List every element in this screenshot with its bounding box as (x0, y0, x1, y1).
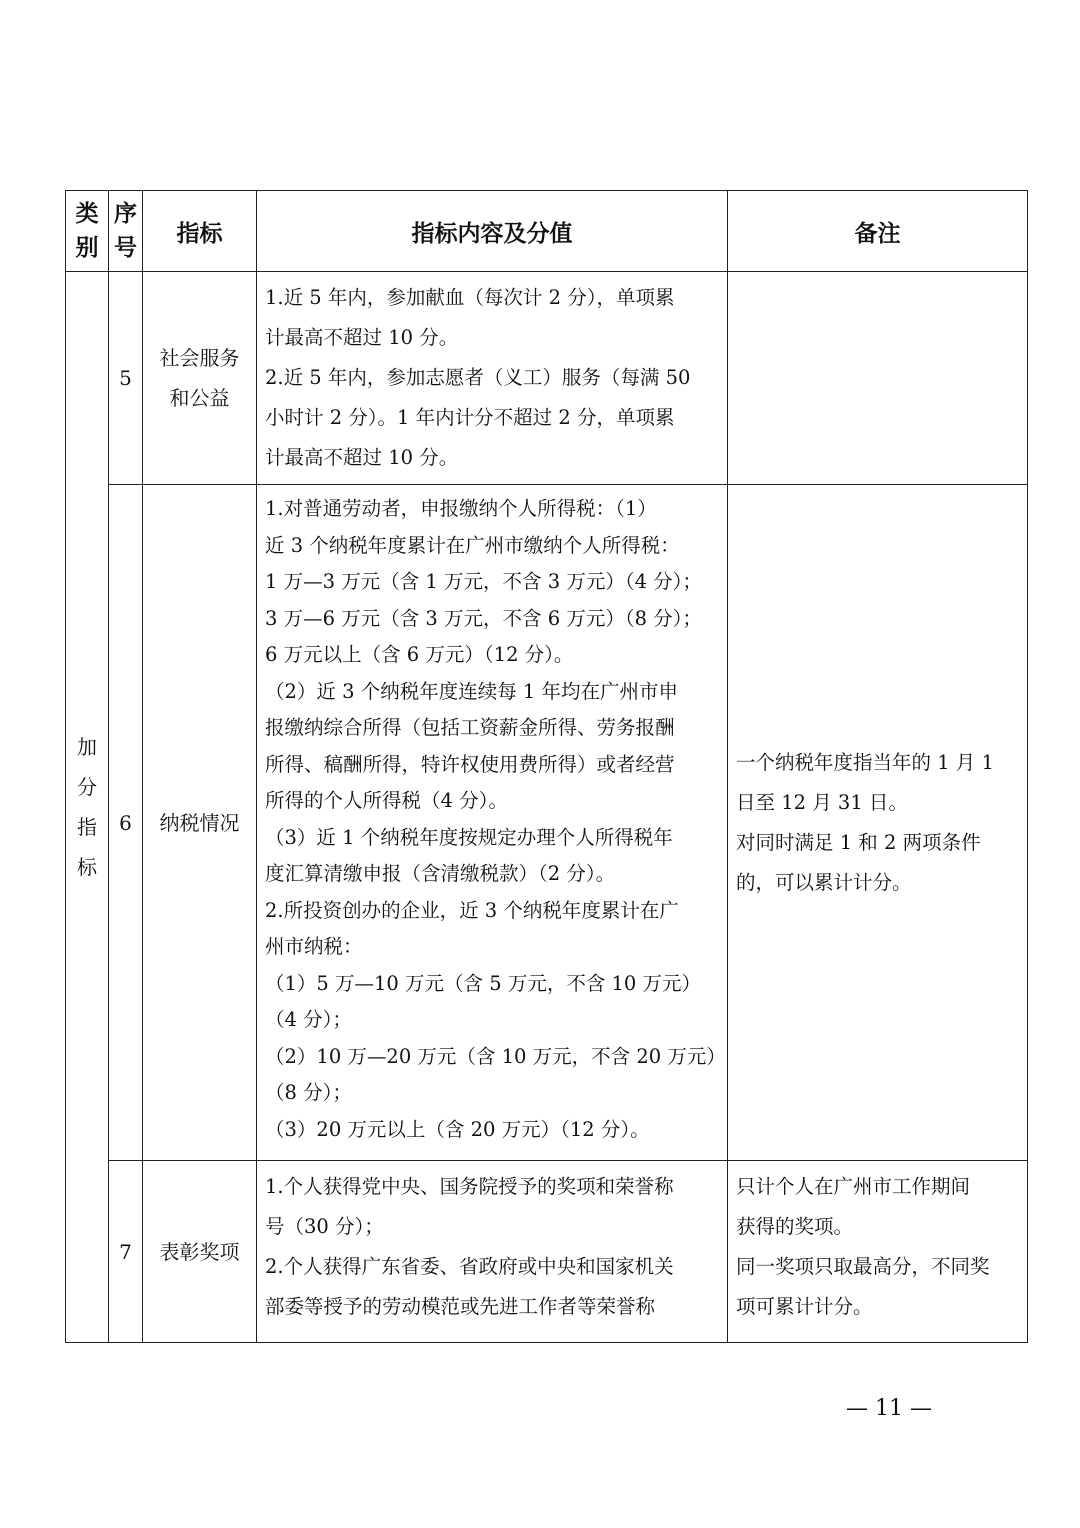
header-indicator: 指标 (143, 191, 257, 272)
table-header-row (66, 191, 1028, 272)
remark-cell (728, 272, 1028, 485)
content-cell: 1.对普通劳动者，申报缴纳个人所得税：（1） 近 3 个纳税年度累计在广州市缴纳个人所得税： 1 万—3 万元（含 1 万元，不含 3 万元）（4 分）； 3 万—6 万元（含 3 万元，不含 6 万元）（8 分）； 6 万元以上（含 6 万元）（12 分）。 （2）近 3 个纳税年度连续每 1 年均在广州市申 报缴纳综合所得（包括工资薪金所得、劳务报酬 所得、稿酬所得，特许权使用费所得）或者经营 所得的个人所得税（4 分）。 （3）近 1 个纳税年度按规定办理个人所得税年 度汇算清缴申报（含清缴税款）（2 分）。 2.所投资创办的企业，近 3 个纳税年度累计在广 州市纳税： （1）5 万—10 万元（含 5 万元，不含 10 万元） （4 分）； （2）10 万—20 万元（含 10 万元，不含 20 万元） （8 分）； （3）20 万元以上（含 20 万元）（12 分）。 (257, 485, 728, 1161)
table-row (66, 272, 1028, 485)
remark-cell: 一个纳税年度指当年的 1 月 1 日至 12 月 31 日。 对同时满足 1 和 2 两项条件 的，可以累计计分。 (728, 485, 1028, 1161)
indicator-cell: 纳税情况 (143, 485, 257, 1161)
seq-cell: 6 (109, 485, 143, 1161)
table-row (66, 485, 1028, 1161)
header-seq: 序 号 (109, 191, 143, 272)
page-number: — 11 — (846, 1396, 932, 1421)
scoring-table (65, 190, 1028, 1343)
indicator-cell: 表彰奖项 (143, 1161, 257, 1343)
indicator-cell: 社会服务 和公益 (143, 272, 257, 485)
header-content: 指标内容及分值 (257, 191, 728, 272)
content-cell: 1.个人获得党中央、国务院授予的奖项和荣誉称 号（30 分）； 2.个人获得广东省委、省政府或中央和国家机关 部委等授予的劳动模范或先进工作者等荣誉称 (257, 1161, 728, 1343)
seq-cell: 7 (109, 1161, 143, 1343)
header-category: 类 别 (66, 191, 109, 272)
header-remark: 备注 (728, 191, 1028, 272)
category-cell: 加 分 指 标 (66, 272, 109, 1343)
remark-cell: 只计个人在广州市工作期间 获得的奖项。 同一奖项只取最高分，不同奖 项可累计计分。 (728, 1161, 1028, 1343)
table-row (66, 1161, 1028, 1343)
seq-cell: 5 (109, 272, 143, 485)
content-cell: 1.近 5 年内，参加献血（每次计 2 分），单项累 计最高不超过 10 分。 2.近 5 年内，参加志愿者（义工）服务（每满 50 小时计 2 分）。1 年内计分不超过 2 分，单项累 计最高不超过 10 分。 (257, 272, 728, 485)
